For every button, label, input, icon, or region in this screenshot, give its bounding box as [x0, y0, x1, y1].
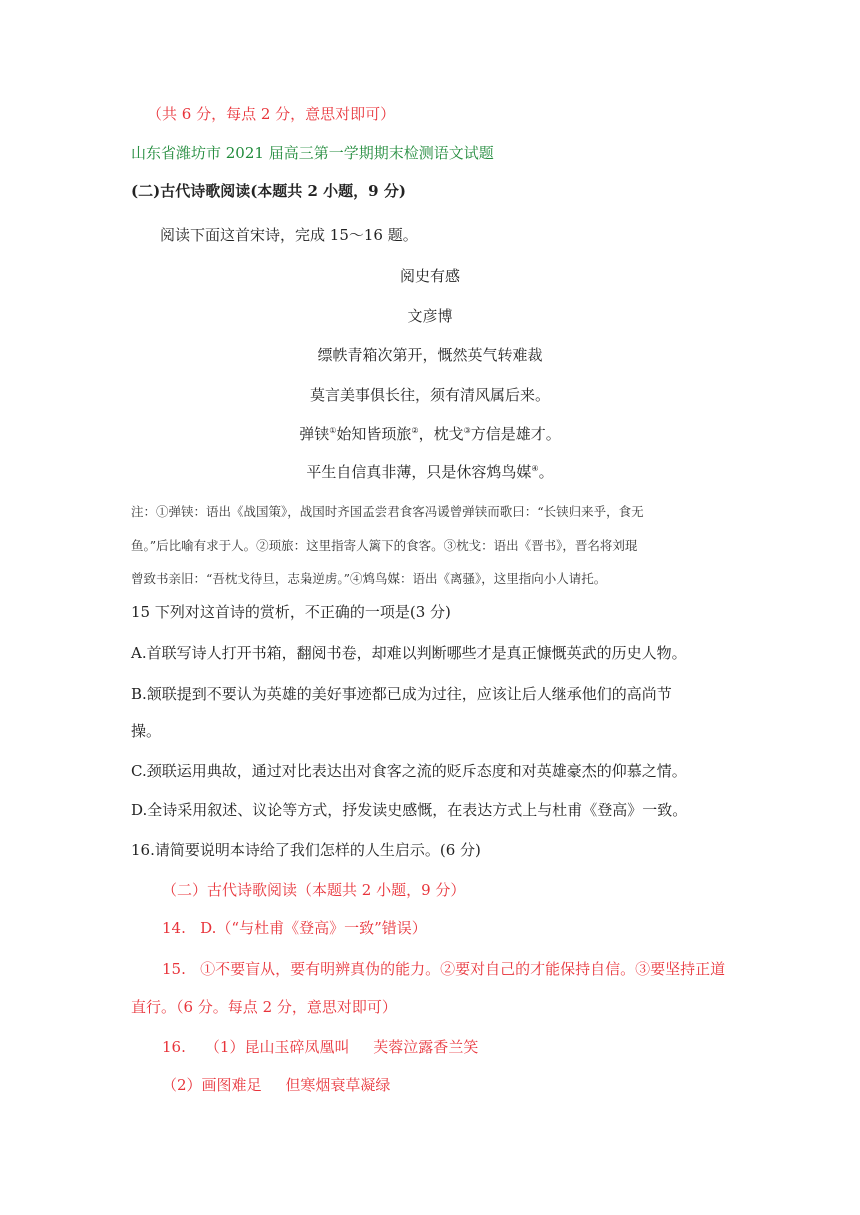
question-15-option-d: D.全诗采用叙述、议论等方式，抒发读史感慨，在表达方式上与杜甫《登高》一致。 — [131, 801, 688, 819]
poem-line-4 — [0, 462, 860, 482]
question-15-option-b-cont: 操。 — [131, 722, 162, 740]
note-line-2: 鱼。”后比喻有求于人。②顼旅：这里指寄人篱下的食客。③枕戈：语出《晋书》，晋名将刘琨 — [131, 538, 638, 553]
answer-15-cont: 直行。（6 分。每点 2 分，意思对即可） — [131, 998, 397, 1016]
footnote-marker-2: ② — [411, 426, 419, 435]
poem-line-4-part-a: 平生自信真非薄，只是休容鸩鸟媒 — [306, 463, 532, 481]
poem-line-4-part-b: 。 — [538, 463, 554, 481]
question-15-option-c: C.颈联运用典故，通过对比表达出对食客之流的贬斥态度和对英雄豪杰的仰慕之情。 — [131, 762, 687, 780]
question-15-stem: 15 下列对这首诗的赏析，不正确的一项是(3 分) — [131, 603, 451, 621]
note-line-1: 注：①弹铗：语出《战国策》，战国时齐国孟尝君食客冯谖曾弹铗而歌曰：“长铗归来乎，食无 — [131, 504, 644, 519]
poem-line-3 — [0, 424, 860, 444]
previous-answer-note: （共 6 分，每点 2 分，意思对即可） — [147, 105, 396, 123]
question-15-option-b: B.颔联提到不要认为英雄的美好事迹都已成为过往，应该让后人继承他们的高尚节 — [131, 685, 672, 703]
answer-section-title: （二）古代诗歌阅读（本题共 2 小题，9 分） — [162, 881, 466, 899]
source-heading: 山东省潍坊市 2021 届高三第一学期期末检测语文试题 — [131, 144, 494, 162]
poem-line-3-part-d: 方信是雄才。 — [470, 425, 561, 443]
answer-14: 14. D.（“与杜甫《登高》一致”错误） — [162, 919, 427, 937]
note-line-3: 曾致书亲旧：“吾枕戈待旦，志枭逆虏。”④鸩鸟媒：语出《离骚》，这里指向小人请托。 — [131, 571, 607, 586]
poem-line-3-part-c: ，枕戈 — [418, 425, 464, 443]
poem-title: 阅史有感 — [399, 267, 460, 285]
answer-16-part-2: （2）画图难足 但寒烟衰草凝绿 — [162, 1076, 391, 1094]
answer-15: 15. ①不要盲从，要有明辨真伪的能力。②要对自己的才能保持自信。③要坚持正道 — [162, 960, 726, 978]
question-15-option-a: A.首联写诗人打开书箱，翻阅书卷，却难以判断哪些才是真正慷慨英武的历史人物。 — [131, 644, 687, 662]
poem-line-2: 莫言美事俱长往，须有清风属后来。 — [309, 386, 550, 404]
footnote-marker-4: ④ — [531, 464, 539, 473]
answer-16-part-1: 16. （1）昆山玉碎凤凰叫 芙蓉泣露香兰笑 — [162, 1038, 479, 1056]
poem-line-3-part-b: 始知皆顼旅 — [336, 425, 412, 443]
poem-line-1: 缥帙青箱次第开，慨然英气转难裁 — [317, 346, 543, 364]
instruction: 阅读下面这首宋诗，完成 15～16 题。 — [160, 226, 418, 244]
section-title: (二)古代诗歌阅读(本题共 2 小题，9 分) — [131, 182, 406, 200]
poem-line-3-part-a: 弹铗 — [299, 425, 330, 443]
footnote-marker-1: ① — [329, 426, 337, 435]
poem-author: 文彦博 — [407, 307, 453, 325]
question-16-stem: 16.请简要说明本诗给了我们怎样的人生启示。(6 分) — [131, 841, 481, 859]
footnote-marker-3: ③ — [463, 426, 471, 435]
